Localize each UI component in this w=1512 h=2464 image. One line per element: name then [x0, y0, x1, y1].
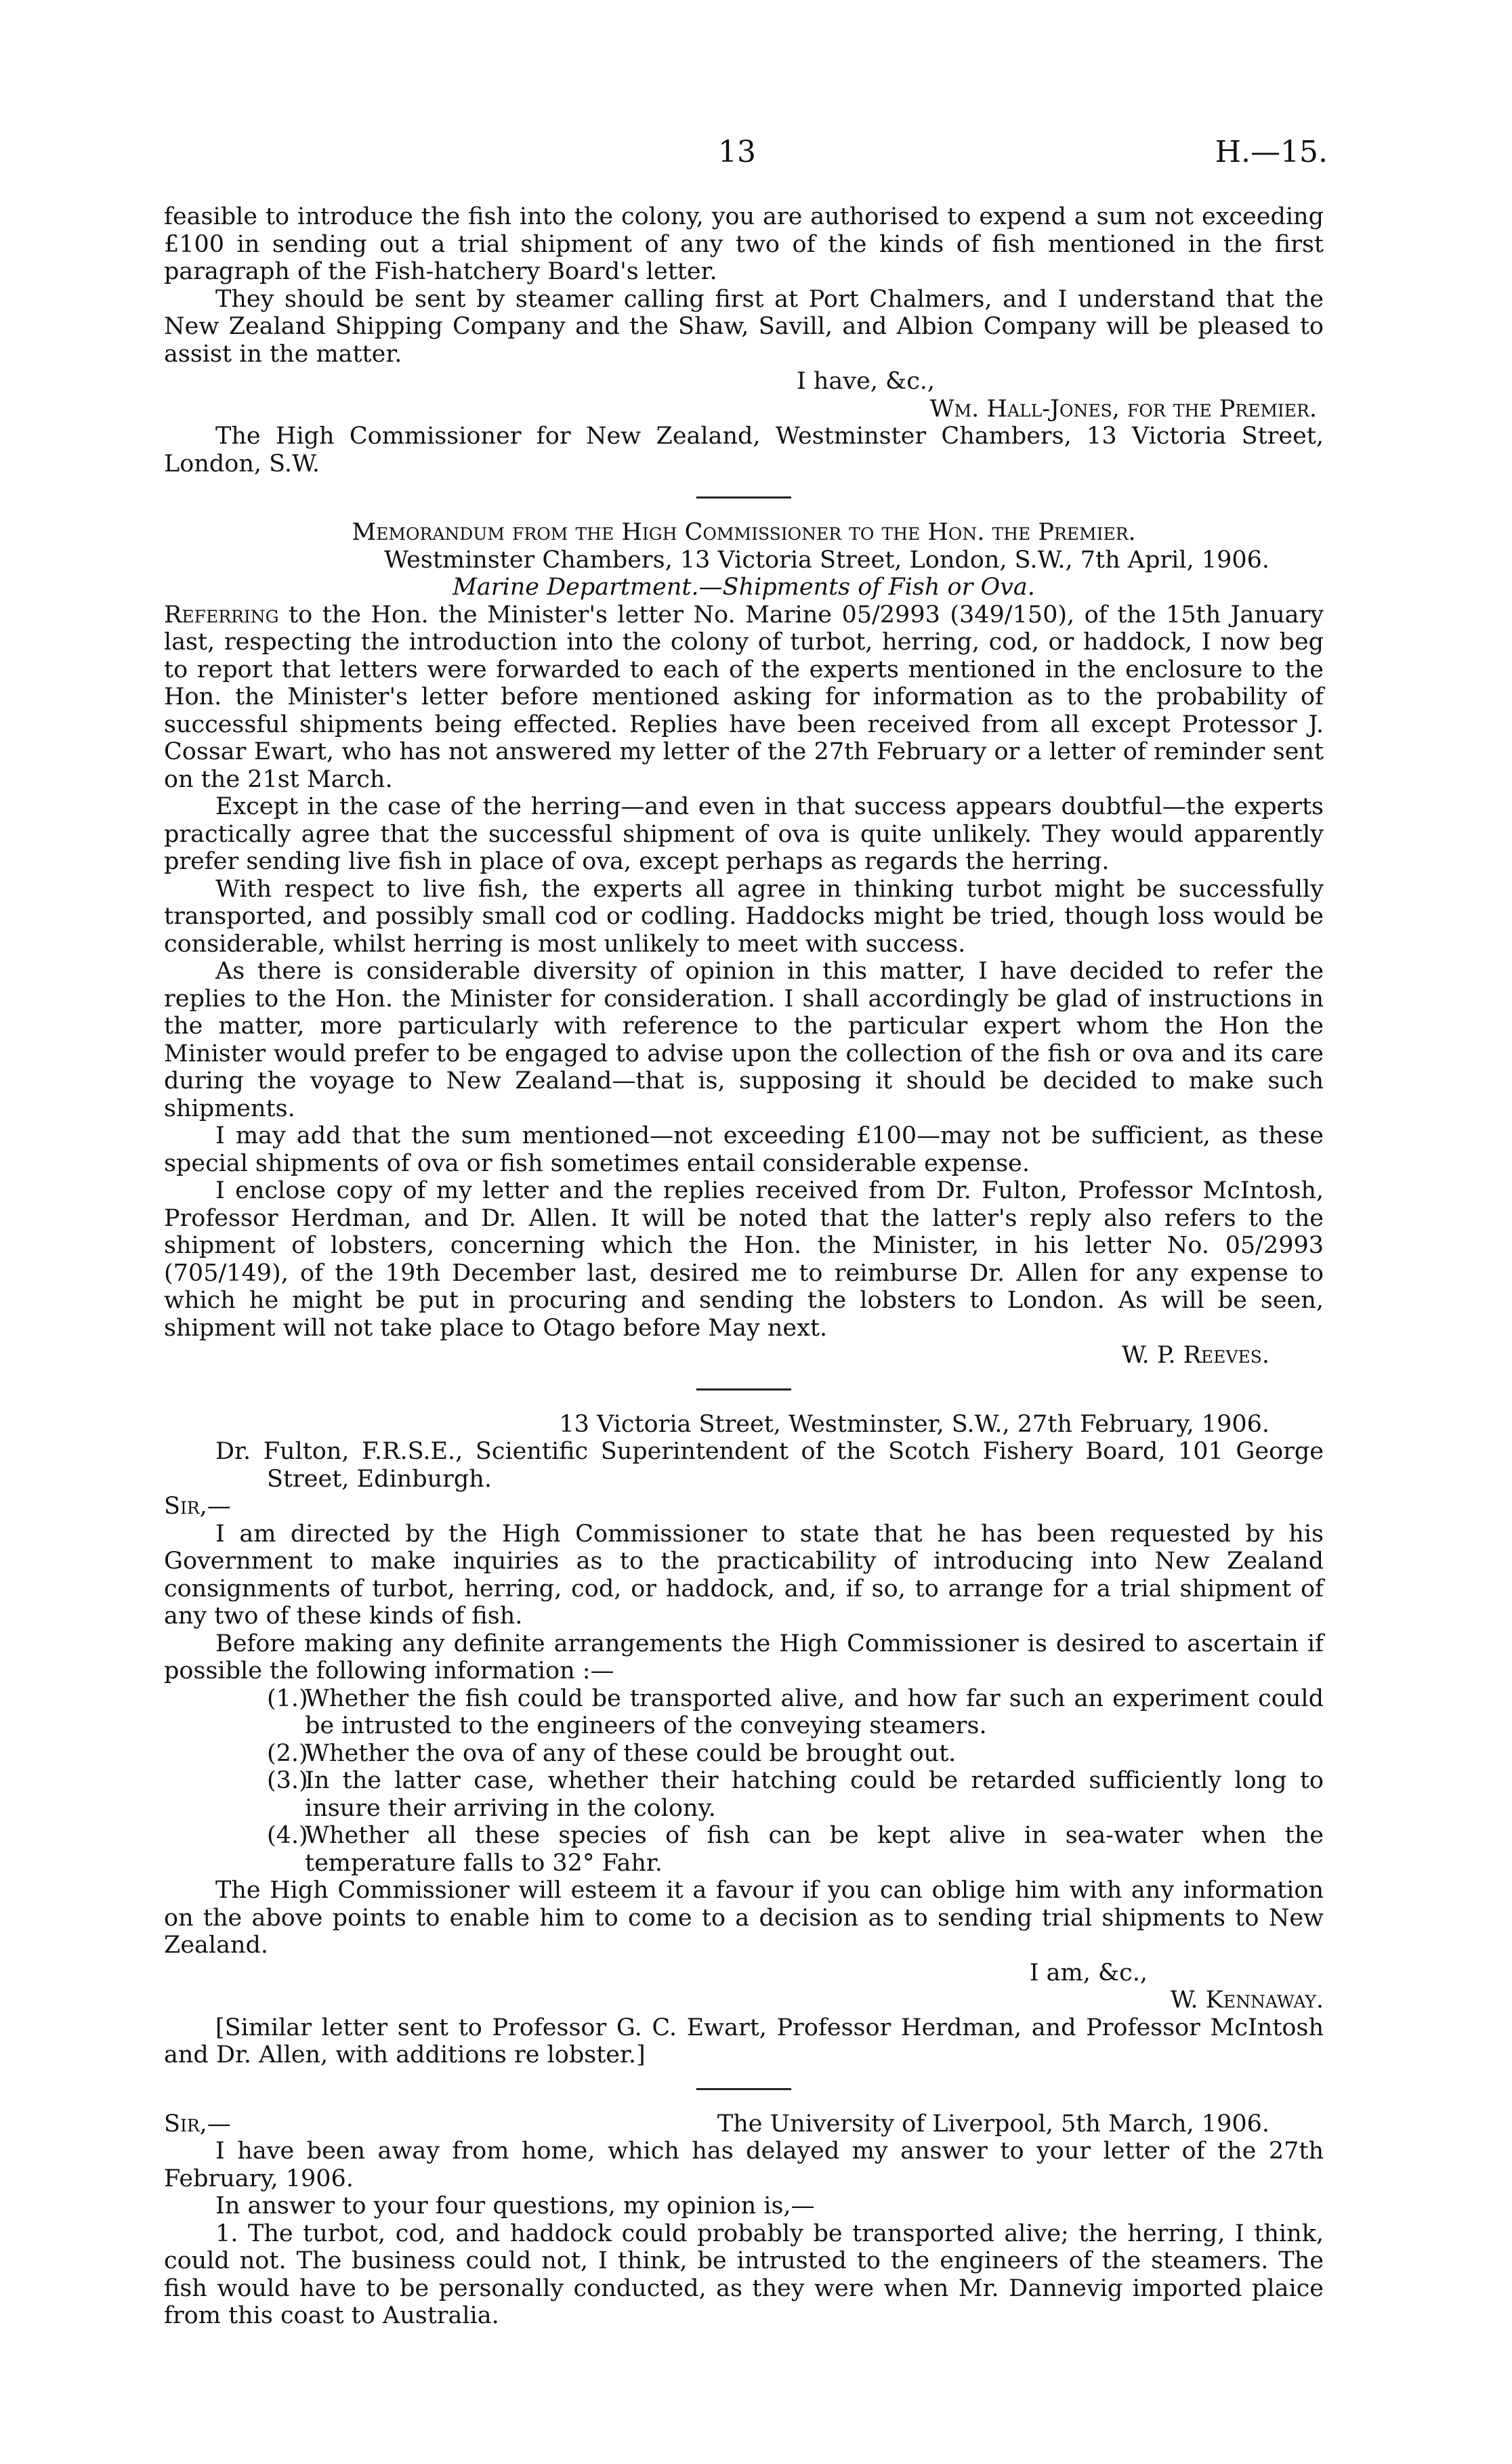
memo-heading: Memorandum from the High Commissioner to the Hon. the Premier. [352, 519, 1136, 546]
letter3-paragraph-2: In answer to your four questions, my opinion is,— [215, 2192, 815, 2219]
letter1-paragraph-2: They should be sent by steamer calling first at Port Chalmers, and I understand that the New Zealand Shipping Company and the Shaw, Savill, and Albion Company will be pleased to assist in the matter. [164, 285, 1324, 368]
list-item: (4.)Whether all these species of fish can be kept alive in sea-water when the temperature falls to 32° Fahr. [267, 1822, 1324, 1877]
memo-paragraph-5: I may add that the sum mentioned—not exceeding £100—may not be sufficient, as these special shipments of ova or fish sometimes entail considerable expense. [164, 1122, 1324, 1177]
letter2-question-list [164, 1685, 1324, 1877]
letter3-address: The University of Liverpool, 5th March, 1906. [717, 2110, 1269, 2138]
section-divider [696, 496, 791, 498]
letter2-paragraph-2: Before making any definite arrangements the High Commissioner is desired to ascertain if possible the following information :— [164, 1630, 1324, 1684]
letter3-salutation: Sir,— [164, 2110, 231, 2138]
letter2-paragraph-1: I am directed by the High Commissioner to state that he has been requested by his Government to make inquiries as to the practicability of introducing into New Zealand consignments of turbot, herring, cod, or haddock, and, if so, to arrange for a trial shipment of any two of these kinds of fish. [164, 1520, 1324, 1630]
page-number: 13 [718, 135, 756, 169]
letter2-signature: W. Kennaway. [1170, 1987, 1324, 2014]
letter3-paragraph-1: I have been away from home, which has delayed my answer to your letter of the 27th February, 1906. [164, 2138, 1324, 2192]
letter3-header-line [164, 2110, 1324, 2138]
list-item: (2.)Whether the ova of any of these could be brought out. [267, 1739, 957, 1767]
memo-paragraph-4: As there is considerable diversity of opinion in this matter, I have decided to refer the replies to the Hon. the Minister for consideration. I shall accordingly be glad of instructions in the matter, more particularly with reference to the particular expert whom the Hon the Minister would prefer to be engaged to advise upon the collection of the fish or ova and its care during the voyage to New Zealand—that is, supposing it should be decided to make such shipments. [164, 958, 1324, 1122]
letter2-salutation: Sir,— [164, 1493, 231, 1520]
letter2-recipient: Dr. Fulton, F.R.S.E., Scientific Superintendent of the Scotch Fishery Board, 101 George Street, Edinburgh. [215, 1438, 1324, 1493]
memo-lead-word: Referring [164, 601, 279, 629]
memo-paragraph-2: Except in the case of the herring—and even in that success appears doubtful—the experts practically agree that the successful shipment of ova is quite unlikely. They would apparently prefer sending live fish in place of ova, except perhaps as regards the herring. [164, 793, 1324, 875]
list-item: (3.)In the latter case, whether their hatching could be retarded sufficiently long to insure their arriving in the colony. [267, 1767, 1324, 1822]
memo-address: Westminster Chambers, 13 Victoria Street, London, S.W., 7th April, 1906. [384, 546, 1269, 574]
document-reference: H.—15. [1215, 135, 1328, 169]
memo-paragraph-6: I enclose copy of my letter and the replies received from Dr. Fulton, Professor McIntosh, Professor Herdman, and Dr. Allen. It will be noted that the latter's reply also refers to the shipment of lobsters, concerning which the Hon. the Minister, in his letter No. 05/2993 (705/149), of the 19th December last, desired me to reimburse Dr. Allen for any expense to which he might be put in procuring and sending the lobsters to London. As will be seen, shipment will not take place to Otago before May next. [164, 1177, 1324, 1342]
letter1-addressee: The High Commissioner for New Zealand, Westminster Chambers, 13 Victoria Street, London, S.W. [164, 423, 1324, 477]
memo-signature: W. P. Reeves. [1121, 1342, 1269, 1369]
memo-paragraph-1 [164, 601, 1324, 794]
list-item: (1.)Whether the fish could be transported alive, and how far such an experiment could be intrusted to the engineers of the conveying steamers. [267, 1684, 1324, 1739]
letter2-note: [Similar letter sent to Professor G. C. Ewart, Professor Herdman, and Professor McIntosh and Dr. Allen, with additions re lobster.] [164, 2014, 1324, 2068]
letter2-address: 13 Victoria Street, Westminster, S.W., 27th February, 1906. [559, 1410, 1269, 1438]
memo-subject: Marine Department.—Shipments of Fish or Ova. [453, 574, 1035, 601]
letter1-signature: Wm. Hall-Jones, for the Premier. [929, 395, 1317, 423]
section-divider [696, 1388, 791, 1390]
document-body [164, 203, 1324, 2330]
memo-paragraph-1-text: to the Hon. the Minister's letter No. Marine 05/2993 (349/150), of the 15th January last, respecting the introduction into the colony of turbot, herring, cod, or haddock, I now beg to report that letters were forwarded to each of the experts mentioned in the enclosure to the Hon. the Minister's letter before mentioned asking for information as to the probability of successful shipments being effected. Replies have been received from all except Protessor J. Cossar Ewart, who has not answered my letter of the 27th February or a letter of reminder sent on the 21st March. [164, 601, 1324, 793]
memo-paragraph-3: With respect to live fish, the experts all agree in thinking turbot might be successfully transported, and possibly small cod or codling. Haddocks might be tried, though loss would be considerable, whilst herring is most unlikely to meet with success. [164, 875, 1324, 958]
letter3-paragraph-3: 1. The turbot, cod, and haddock could probably be transported alive; the herring, I think, could not. The business could not, I think, be intrusted to the engineers of the steamers. The fish would have to be personally conducted, as they were when Mr. Dannevig imported plaice from this coast to Australia. [164, 2219, 1324, 2329]
letter1-closing: I have, &c., [796, 368, 936, 395]
section-divider [696, 2088, 791, 2090]
letter2-paragraph-3: The High Commissioner will esteem it a favour if you can oblige him with any information on the above points to enable him to come to a decision as to sending trial shipments to New Zealand. [164, 1877, 1324, 1959]
letter1-paragraph-1: feasible to introduce the fish into the colony, you are authorised to expend a sum not exceeding £100 in sending out a trial shipment of any two of the kinds of fish mentioned in the first paragraph of the Fish-hatchery Board's letter. [164, 203, 1324, 285]
letter2-closing: I am, &c., [1029, 1959, 1148, 1987]
